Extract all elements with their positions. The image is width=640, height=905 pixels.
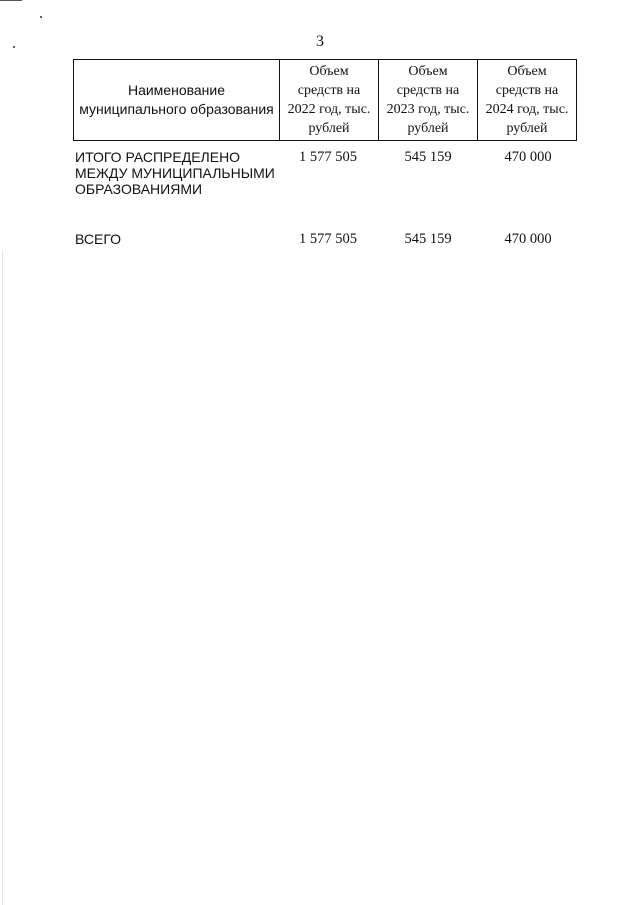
page-number: 3 — [316, 33, 324, 50]
row-value-2023: 545 159 — [404, 231, 452, 247]
header-municipality: Наименование муниципального образования — [74, 60, 280, 141]
row-value-2024: 470 000 — [504, 231, 552, 247]
header-volume-2024: Объем средств на 2024 год, тыс. рублей — [478, 60, 577, 141]
header-volume-2023: Объем средств на 2023 год, тыс. рублей — [379, 60, 478, 141]
row-name: ВСЕГО — [75, 231, 122, 247]
distribution-table-header — [73, 59, 577, 141]
row-value-2024: 470 000 — [504, 149, 552, 165]
scan-speck — [40, 16, 42, 18]
row-value-2022: 1 577 505 — [299, 149, 357, 165]
scan-corner-mark — [0, 0, 22, 1]
scan-edge-line — [2, 250, 3, 905]
row-value-2022: 1 577 505 — [299, 231, 357, 247]
header-volume-2022: Объем средств на 2022 год, тыс. рублей — [280, 60, 379, 141]
row-name: ИТОГО РАСПРЕДЕЛЕНО МЕЖДУ МУНИЦИПАЛЬНЫМИ ОБРАЗОВАНИЯМИ — [75, 149, 275, 197]
row-value-2023: 545 159 — [404, 149, 452, 165]
